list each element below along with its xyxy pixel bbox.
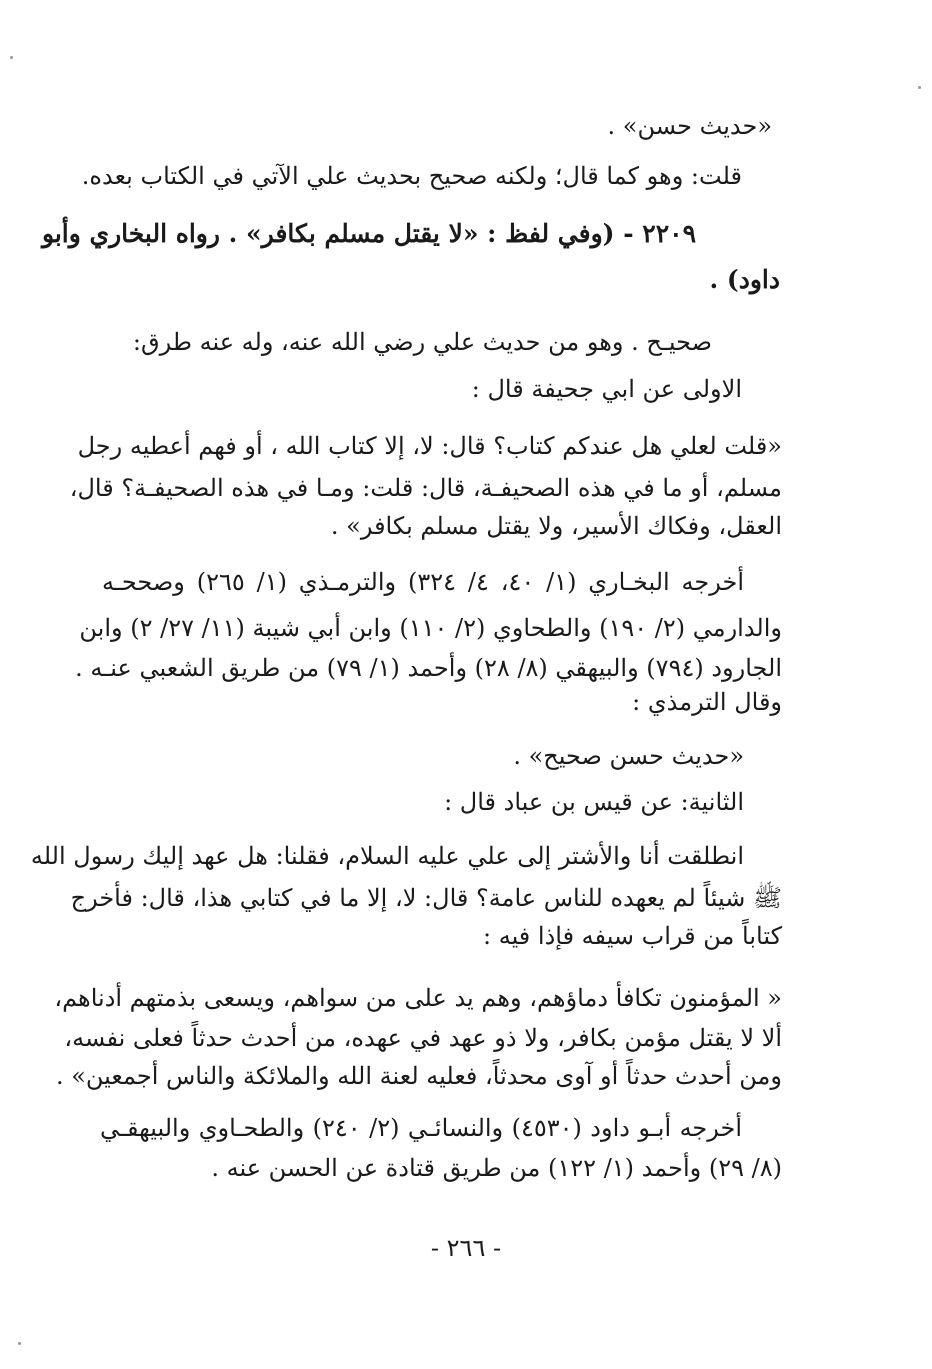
text-line: أخرجه البخـاري (١/ ٤٠، ٤/ ٣٢٤) والترمـذي (١/ ٢٦٥) وصححـه [102, 568, 745, 596]
text-line: ألا لا يقتل مؤمن بكافر، ولا ذو عهد في عهده، من أحدث حدثاً فعلى نفسه، [64, 1024, 782, 1052]
text-line: وقال الترمذي : [632, 688, 782, 716]
text-line: أخرجه أبـو داود (٤٥٣٠) والنسائـي (٢/ ٢٤٠) والطحـاوي والبيهقـي [100, 1114, 743, 1142]
text-line: ومن أحدث حدثاً أو آوى محدثاً، فعليه لعنة الله والملائكة والناس أجمعين» . [55, 1062, 782, 1090]
scan-speck [10, 56, 13, 59]
text-line: ﷺ شيئاً لم يعهده للناس عامة؟ قال: لا، إلا ما في كتابي هذا، قال: فأخرج [70, 884, 782, 912]
page-number: - ٢٦٦ - [430, 1234, 502, 1262]
scan-speck [918, 86, 921, 89]
text-line: الجارود (٧٩٤) والبيهقي (٨/ ٢٨) وأحمد (١/ ٧٩) من طريق الشعبي عنـه . [75, 654, 782, 682]
text-line: العقل، وفكاك الأسير، ولا يقتل مسلم بكافر» . [330, 512, 782, 540]
text-line: (٨/ ٢٩) وأحمد (١/ ١٢٢) من طريق قتادة عن الحسن عنه . [211, 1154, 782, 1182]
hadith-heading-continuation: داود) . [709, 265, 780, 294]
scan-speck [18, 1342, 21, 1345]
text-line: الثانية: عن قيس بن عباد قال : [444, 788, 744, 816]
text-line: «حديث حسن صحيح» . [513, 742, 744, 770]
text-line: مسلم، أو ما في هذه الصحيفـة، قال: قلت: ومـا في هذه الصحيفـة؟ قال، [69, 474, 782, 502]
hadith-heading: ٢٢٠٩ - (وفي لفظ : «لا يقتل مسلم بكافر» . رواه البخاري وأبو [41, 219, 696, 248]
text-line: الاولى عن ابي جحيفة قال : [471, 375, 742, 403]
text-line: صحيـح . وهو من حديث علي رضي الله عنه، وله عنه طرق: [132, 328, 712, 356]
text-line: انطلقت أنا والأشتر إلى علي عليه السلام، فقلنا: هل عهد إليك رسول الله [30, 842, 744, 870]
text-line: كتاباً من قراب سيفه فإذا فيه : [482, 922, 782, 950]
text-line: « المؤمنون تكافأ دماؤهم، وهم يد على من سواهم، ويسعى بذمتهم أدناهم، [54, 984, 782, 1012]
text-line: «حديث حسن» . [607, 112, 772, 140]
text-line: قلت: وهو كما قال؛ ولكنه صحيح بحديث علي الآتي في الكتاب بعده. [81, 162, 742, 190]
text-line: «قلت لعلي هل عندكم كتاب؟ قال: لا، إلا كتاب الله ، أو فهم أعطيه رجل [77, 432, 782, 460]
text-line: والدارمي (٢/ ١٩٠) والطحاوي (٢/ ١١٠) وابن أبي شيبة (١١/ ٢٧/ ٢) وابن [79, 614, 782, 642]
